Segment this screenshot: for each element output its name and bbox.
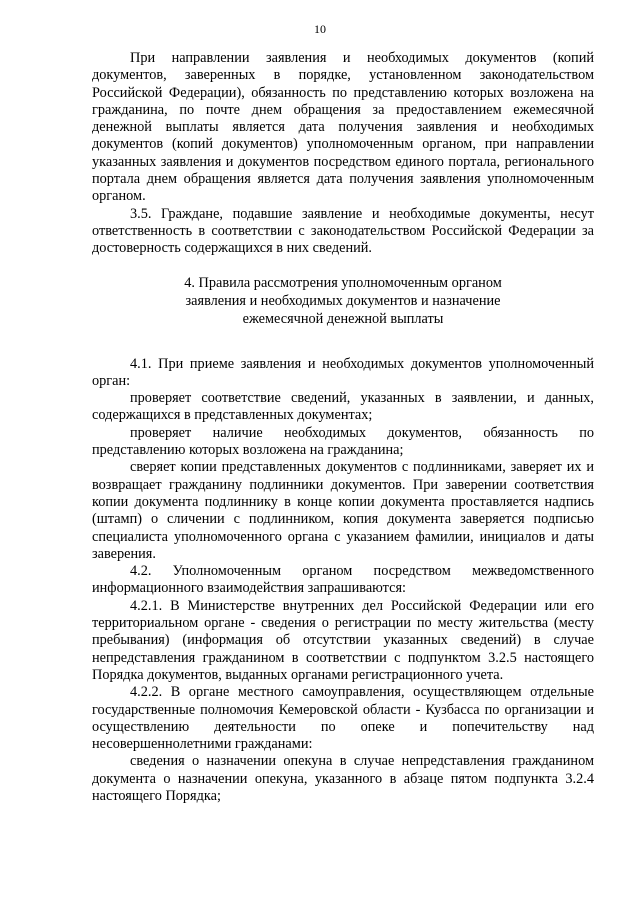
section-heading-line-1: 4. Правила рассмотрения уполномоченным органом [184, 274, 502, 291]
section-heading-line-3: ежемесячной денежной выплаты [242, 310, 444, 327]
paragraph-3-5: 3.5. Граждане, подавшие заявление и необходимые документы, несут ответственность в соответствии с законодательством Российской Федерации за достоверность содержащихся в них сведений. [92, 205, 594, 257]
paragraph-verifies-copies: сверяет копии представленных документов с подлинниками, заверяет их и возвращает гражданину подлинники документов. При заверении соответствия копии документа подлиннику в конце копии документа проставляется надпись (штамп) о сличении с подлинником, копия документа заверяется подписью специалиста уполномоченного органа с указанием фамилии, инициалов и даты заверения. [92, 459, 594, 562]
paragraph-checks-data: проверяет соответствие сведений, указанных в заявлении, и данных, содержащихся в представленных документах; [92, 390, 594, 424]
paragraph-4-2-2: 4.2.2. В органе местного самоуправления, осуществляющем отдельные государственные полномочия Кемеровской области - Кузбасса по организации и осуществлению деятельности по опеке и попечительству над несовершеннолетними гражданами: [92, 684, 594, 753]
section-heading-line-2: заявления и необходимых документов и назначение [185, 292, 501, 309]
paragraph-checks-documents: проверяет наличие необходимых документов, обязанность по представлению которых возложена на гражданина; [92, 424, 594, 459]
page-number: 10 [314, 22, 326, 36]
paragraph-4-1: 4.1. При приеме заявления и необходимых документов уполномоченный орган: [92, 355, 594, 389]
paragraph-guardian-info: сведения о назначении опекуна в случае непредставления гражданином документа о назначении опекуна, указанного в абзаце пятом подпункта 3.2.4 настоящего Порядка; [92, 753, 594, 804]
paragraph-4-2-1: 4.2.1. В Министерстве внутренних дел Российской Федерации или его территориальном органе - сведения о регистрации по месту жительства (месту пребывания) (информация об отсутствии указанных сведений) в случае непредставления гражданином в соответствии с подпунктом 3.2.5 настоящего Порядка документов, выданных органами регистрационного учета. [92, 597, 594, 683]
paragraph-4-2: 4.2. Уполномоченным органом посредством межведомственного информационного взаимодействия запрашиваются: [92, 563, 594, 597]
document-body [92, 50, 594, 805]
paragraph-submission-date: При направлении заявления и необходимых документов (копий документов, заверенных в порядке, установленном законодательством Российской Федерации), обязанность по представлению которых возложена на гражданина, по почте днем обращения за предоставлением ежемесячной денежной выплаты является дата получения заявления и необходимых документов (копий документов) уполномоченным органом, при направлении указанных заявления и документов посредством единого портала, регионального портала днем обращения является дата получения заявления уполномоченным органом. [92, 50, 594, 205]
section-4-heading [92, 274, 594, 328]
